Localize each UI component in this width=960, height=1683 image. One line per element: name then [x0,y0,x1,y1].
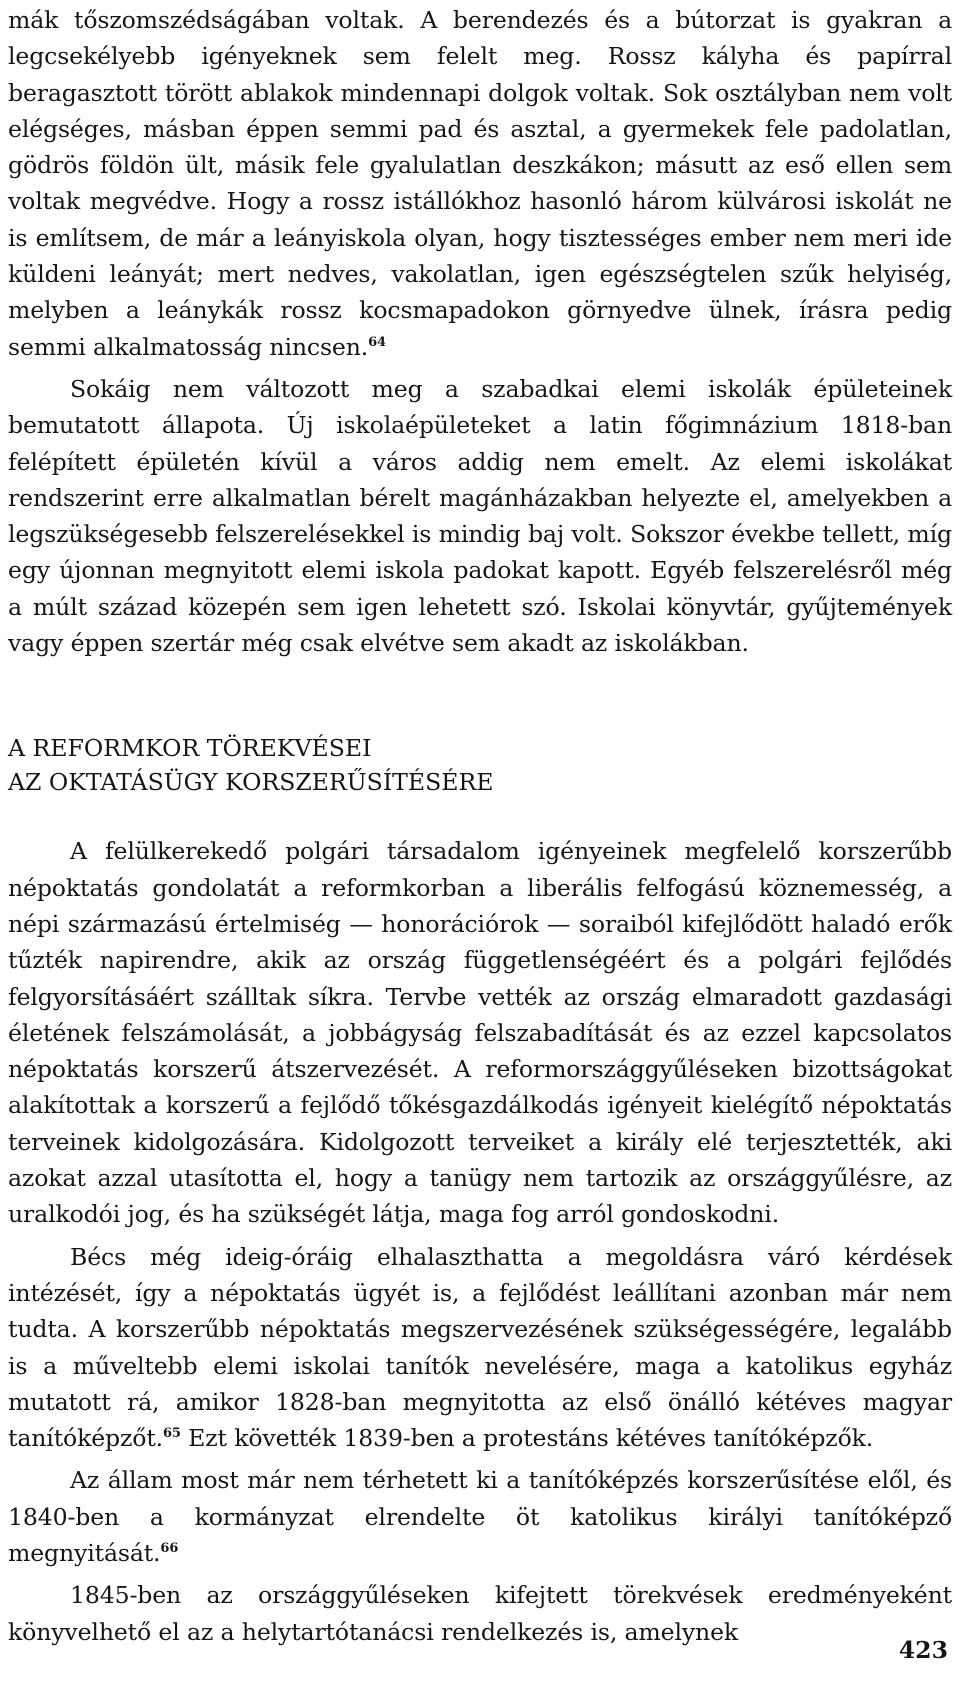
paragraph-5-text: Az állam most már nem térhetett ki a tanítóképzés korszerűsítése elől, és 1840-ben a kormányzat elrendelte öt katolikus királyi tanítóképző megnyitását. [8,1466,952,1567]
paragraph-5 [8,1462,952,1571]
section-heading-line-1: A REFORMKOR TÖREKVÉSEI [8,734,372,763]
paragraph-3-text: A felülkerekedő polgári társadalom igényeinek megfelelő korszerűbb népoktatás gondolatát a reformkorban a liberális felfogású köznemesség, a népi származású értelmiség — honorációrok — soraiból kifejlődött haladó erők tűzték napirendre, akik az ország függetlenségéért és a polgári fejlődés felgyorsításáért szálltak síkra. Tervbe vették az ország elmaradott gazdasági életének felszámolását, a jobbágyság felszabadítását és az ezzel kapcsolatos népoktatás korszerű átszervezését. A reformországgyűléseken bizottságokat alakítottak a korszerű a fejlődő tőkésgazdálkodás igényeit kielégítő népoktatás terveinek kidolgozására. Kidolgozott terveiket a király elé terjesztették, aki azokat azzal utasította el, hogy a tanügy nem tartozik az országgyűlésre, az uralkodói jog, és ha szükségét látja, maga fog arról gondoskodni. [8,837,952,1229]
section-heading-line-2: AZ OKTATÁSÜGY KORSZERŰSÍTÉSÉRE [8,768,494,797]
book-page [8,2,952,1672]
paragraph-1 [8,2,952,365]
paragraph-2 [8,371,952,661]
footnote-ref-66: 66 [160,1541,179,1557]
page-number: 423 [898,1636,948,1664]
footnote-ref-65: 65 [163,1426,181,1442]
paragraph-4 [8,1239,952,1457]
paragraph-6-text: 1845-ben az országgyűléseken kifejtett törekvések eredményeként könyvelhető el az a helytartótanácsi rendelkezés is, amelynek [8,1581,952,1646]
paragraph-2-text: Sokáig nem változott meg a szabadkai elemi iskolák épületeinek bemutatott állapota. Új iskolaépületeket a latin főgimnázium 1818-ban felépített épületén kívül a város addig nem emelt. Az elemi iskolákat rendszerint erre alkalmatlan bérelt magánházakban helyezte el, amelyekben a legszükségesebb felszerelésekkel is mindig baj volt. Sokszor évekbe tellett, míg egy újonnan megnyitott elemi iskola padokat kapott. Egyéb felszerelésről még a múlt század közepén sem igen lehetett szó. Iskolai könyvtár, gyűjtemények vagy éppen szertár még csak elvétve sem akadt az iskolákban. [8,374,952,658]
paragraph-3 [8,833,952,1232]
section-heading [8,731,952,799]
footnote-ref-64: 64 [368,334,386,350]
paragraph-1-text: mák tőszomszédságában voltak. A berendezés és a bútorzat is gyakran a legcsekélyebb igényeknek sem felelt meg. Rossz kályha és papírral beragasztott törött ablakok mindennapi dolgok voltak. Sok osztályban nem volt elégséges, másban éppen semmi pad és asztal, a gyermekek fele padolatlan, gödrös földön ült, másik fele gyalulatlan deszkákon; másutt az eső ellen sem voltak megvédve. Hogy a rossz istállókhoz hasonló három külvárosi iskolát ne is említsem, de már a leányiskola olyan, hogy tisztességes ember nem meri ide küldeni leányát; mert nedves, vakolatlan, igen egészségtelen szűk helyiség, melyben a leánykák rossz kocsmapadokon görnyedve ülnek, írásra pedig semmi alkalmatosság nincsen. [8,6,952,361]
paragraph-4-tail: Ezt követték 1839-ben a protestáns kétéves tanítóképzők. [180,1424,874,1453]
paragraph-4-text: Bécs még ideig-óráig elhalaszthatta a megoldásra váró kérdések intézését, így a népoktatás ügyét is, a fejlődést leállítani azonban már nem tudta. A korszerűbb népoktatás megszervezésének szükségességére, legalább is a műveltebb elemi iskolai tanítók nevelésére, maga a katolikus egyház mutatott rá, amikor 1828-ban megnyitotta az első önálló kétéves magyar tanítóképzőt. [8,1242,952,1453]
paragraph-6 [8,1577,952,1650]
